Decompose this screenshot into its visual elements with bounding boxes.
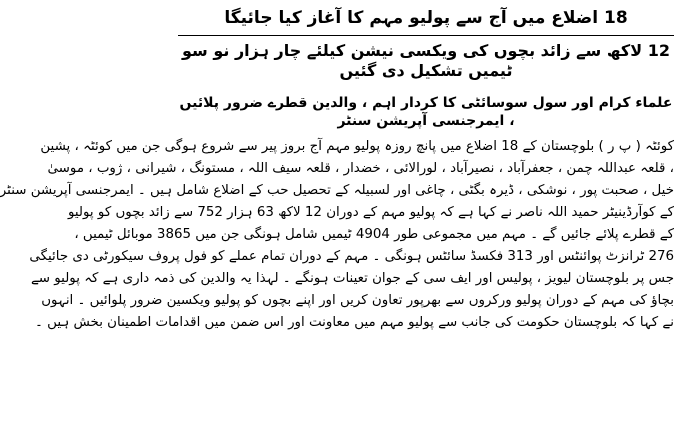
body-line: کے قطرے پلائے جائیں گے ۔ مہم میں مجموعی طور 4904 ٹیمیں شامل ہونگی جن میں 3865 موبائل ٹیمیں ، (74, 227, 674, 243)
body-line: بچاؤ کی مہم کے دوران پولیو ورکروں سے بھرپور تعاون کریں اور اپنے بچوں کو پولیو ویکسین ضرور پلوائیں ۔ انہوں (41, 293, 674, 309)
body-line: جس پر بلوچستان لیویز ، پولیس اور ایف سی کے جوان تعینات ہونگے ۔ لہذا یہ والدین کی ذمہ داری ہے کہ پولیو سے (30, 271, 674, 287)
body-line: کوئٹہ ( پ ر ) بلوچستان کے 18 اضلاع میں پانچ روزہ پولیو مہم آج بروز پیر سے شروع ہوگی جن میں کوئٹہ ، پشین (40, 139, 674, 155)
third-headline: علماء کرام اور سول سوسائٹی کا کردار اہم ، والدین قطرے ضرور پلائیں ، ایمرجنسی آپریشن سنٹر (179, 95, 673, 129)
body-line: 276 ٹرانزٹ پوائنٹس اور 313 فکسڈ سائٹس ہونگی ۔ مہم کے دوران تمام عملے کو فول پروف سیکورٹی دی جائیگی (29, 249, 674, 265)
sub-headline: 12 لاکھ سے زائد بچوں کی ویکسی نیشن کیلئے چار ہزار نو سو ٹیمیں تشکیل دی گئیں (182, 41, 670, 81)
body-line: ، قلعہ عبداللہ چمن ، جعفرآباد ، نصیرآباد ، لورالائی ، خضدار ، قلعہ سیف اللہ ، مستونگ ، شیرانی ، ژوب ، موسیٰ (47, 161, 674, 177)
main-headline: 18 اضلاع میں آج سے پولیو مہم کا آغاز کیا جائیگا (224, 8, 628, 28)
headline-divider (178, 35, 674, 36)
body-line: خیل ، صحبت پور ، نوشکی ، ڈیرہ بگٹی ، چاغی اور لسبیلہ کے تحصیل حب کے اضلاع شامل ہیں ۔ ایمرجنسی آپریشن سنٹر (0, 183, 674, 199)
body-line: کے کوآرڈینیٹر حمید اللہ ناصر نے کہا ہے کہ پولیو مہم کے دوران 12 لاکھ 63 ہزار 752 سے زائد بچوں کو پولیو (67, 205, 674, 221)
article-body (0, 136, 674, 334)
body-line: نے کہا کہ بلوچستان حکومت کی جانب سے پولیو مہم میں معاونت اور اس ضمن میں اقدامات اطمینان بخش ہیں ۔ (35, 315, 674, 331)
